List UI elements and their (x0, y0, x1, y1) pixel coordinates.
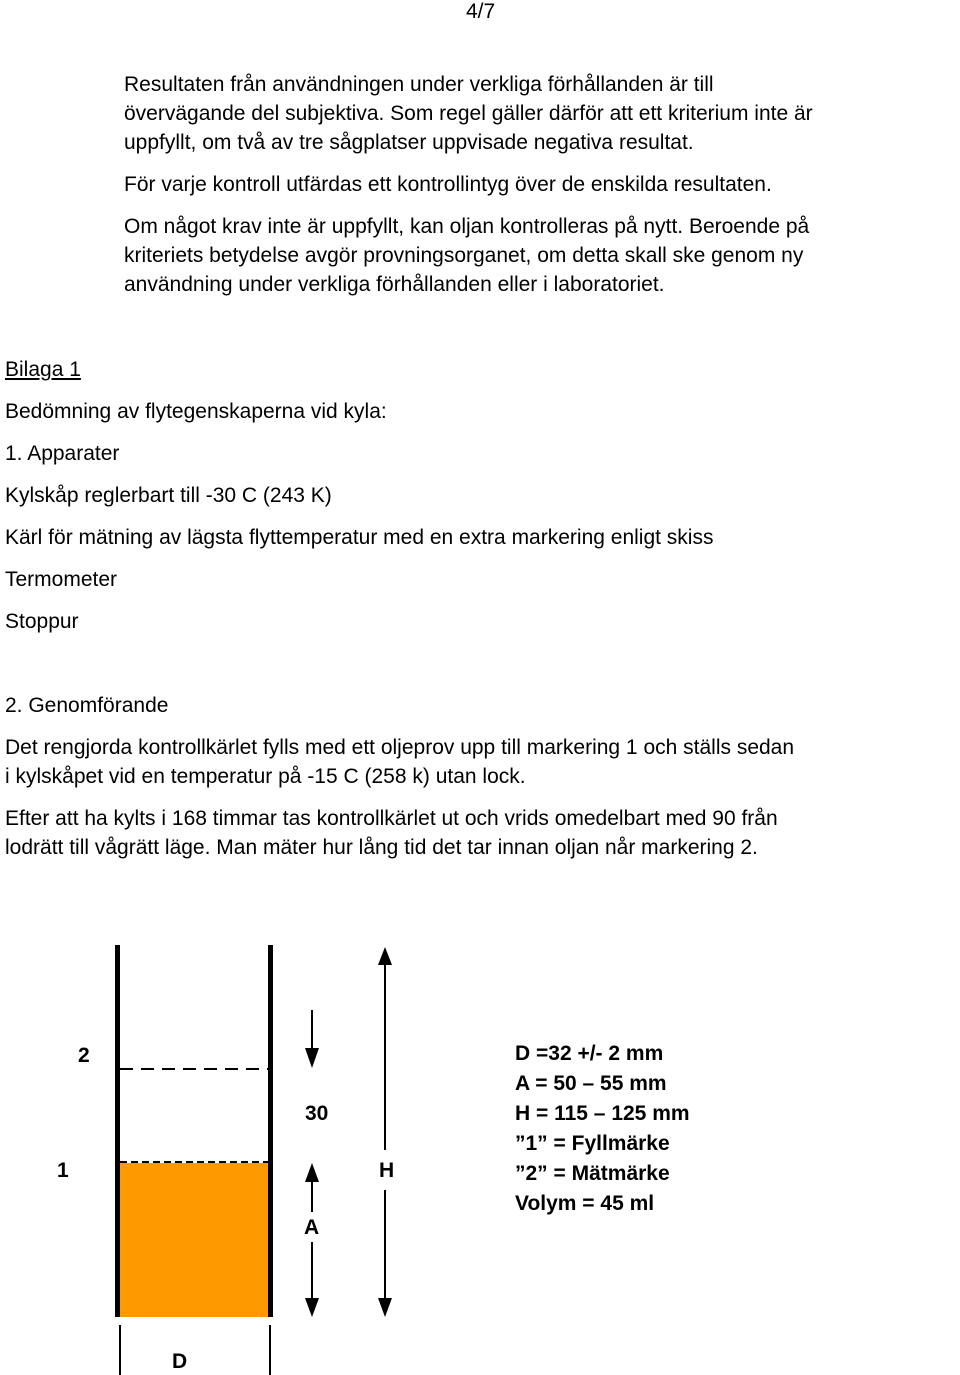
intro-line: kriteriets betydelse avgör provningsorganet, om detta skall ske genom ny (124, 244, 804, 267)
intro-line: användning under verkliga förhållanden eller i laboratoriet. (124, 273, 665, 296)
mark2-label: 2 (78, 1044, 90, 1067)
spec-item: ”2” = Mätmärke (515, 1162, 670, 1185)
equipment-item: Kärl för mätning av lägsta flyttemperatur med en extra markering enligt skiss (5, 526, 714, 549)
dimension-a-arrow (305, 1242, 319, 1317)
dimension-d-label: D (172, 1350, 188, 1373)
section-title-apparatus: 1. Apparater (5, 442, 120, 465)
procedure-line: Det rengjorda kontrollkärlet fylls med ett oljeprov upp till markering 1 och ställs sedan (5, 736, 795, 759)
section-title-procedure: 2. Genomförande (5, 694, 169, 717)
equipment-item: Stoppur (5, 610, 79, 633)
procedure-line: Efter att ha kylts i 168 timmar tas kontrollkärlet ut och vrids omedelbart med 90 från (5, 807, 778, 830)
intro-line: Resultaten från användningen under verkliga förhållanden är till (124, 73, 714, 96)
appendix-heading: Bilaga 1 (5, 358, 81, 381)
intro-line: övervägande del subjektiva. Som regel gäller därför att ett kriterium inte är (124, 102, 813, 125)
procedure-line: i kylskåpet vid en temperatur på -15 C (258 k) utan lock. (5, 765, 526, 788)
vessel-diagram (0, 940, 960, 1375)
intro-line: För varje kontroll utfärdas ett kontrollintyg över de enskilda resultaten. (124, 173, 772, 196)
spec-item: D =32 +/- 2 mm (515, 1042, 664, 1065)
equipment-item: Termometer (5, 568, 118, 591)
dimension-h-arrow (378, 947, 395, 1317)
dimension-a-label: A (304, 1216, 320, 1239)
page-number: 4/7 (466, 0, 496, 23)
spec-item: H = 115 – 125 mm (515, 1102, 690, 1125)
mark1-label: 1 (57, 1159, 69, 1182)
oil-fill (119, 1163, 270, 1317)
spec-item: A = 50 – 55 mm (515, 1072, 667, 1095)
vessel-right-wall (268, 945, 273, 1317)
spec-item: Volym = 45 ml (515, 1192, 655, 1215)
equipment-item: Kylskåp reglerbart till -30 C (243 K) (5, 484, 332, 507)
dimension-d (120, 1325, 270, 1375)
intro-line: Om något krav inte är uppfyllt, kan oljan kontrolleras på nytt. Beroende på (124, 215, 810, 238)
dimension-30-label: 30 (305, 1102, 329, 1125)
procedure-line: lodrätt till vågrätt läge. Man mäter hur lång tid det tar innan oljan når markering 2. (5, 836, 758, 859)
dimension-h-label: H (379, 1159, 395, 1182)
intro-line: uppfyllt, om två av tre sågplatser uppvisade negativa resultat. (124, 131, 694, 154)
vessel-left-wall (115, 945, 120, 1317)
appendix-subheading: Bedömning av flytegenskaperna vid kyla: (5, 400, 387, 423)
spec-item: ”1” = Fyllmärke (515, 1132, 670, 1155)
